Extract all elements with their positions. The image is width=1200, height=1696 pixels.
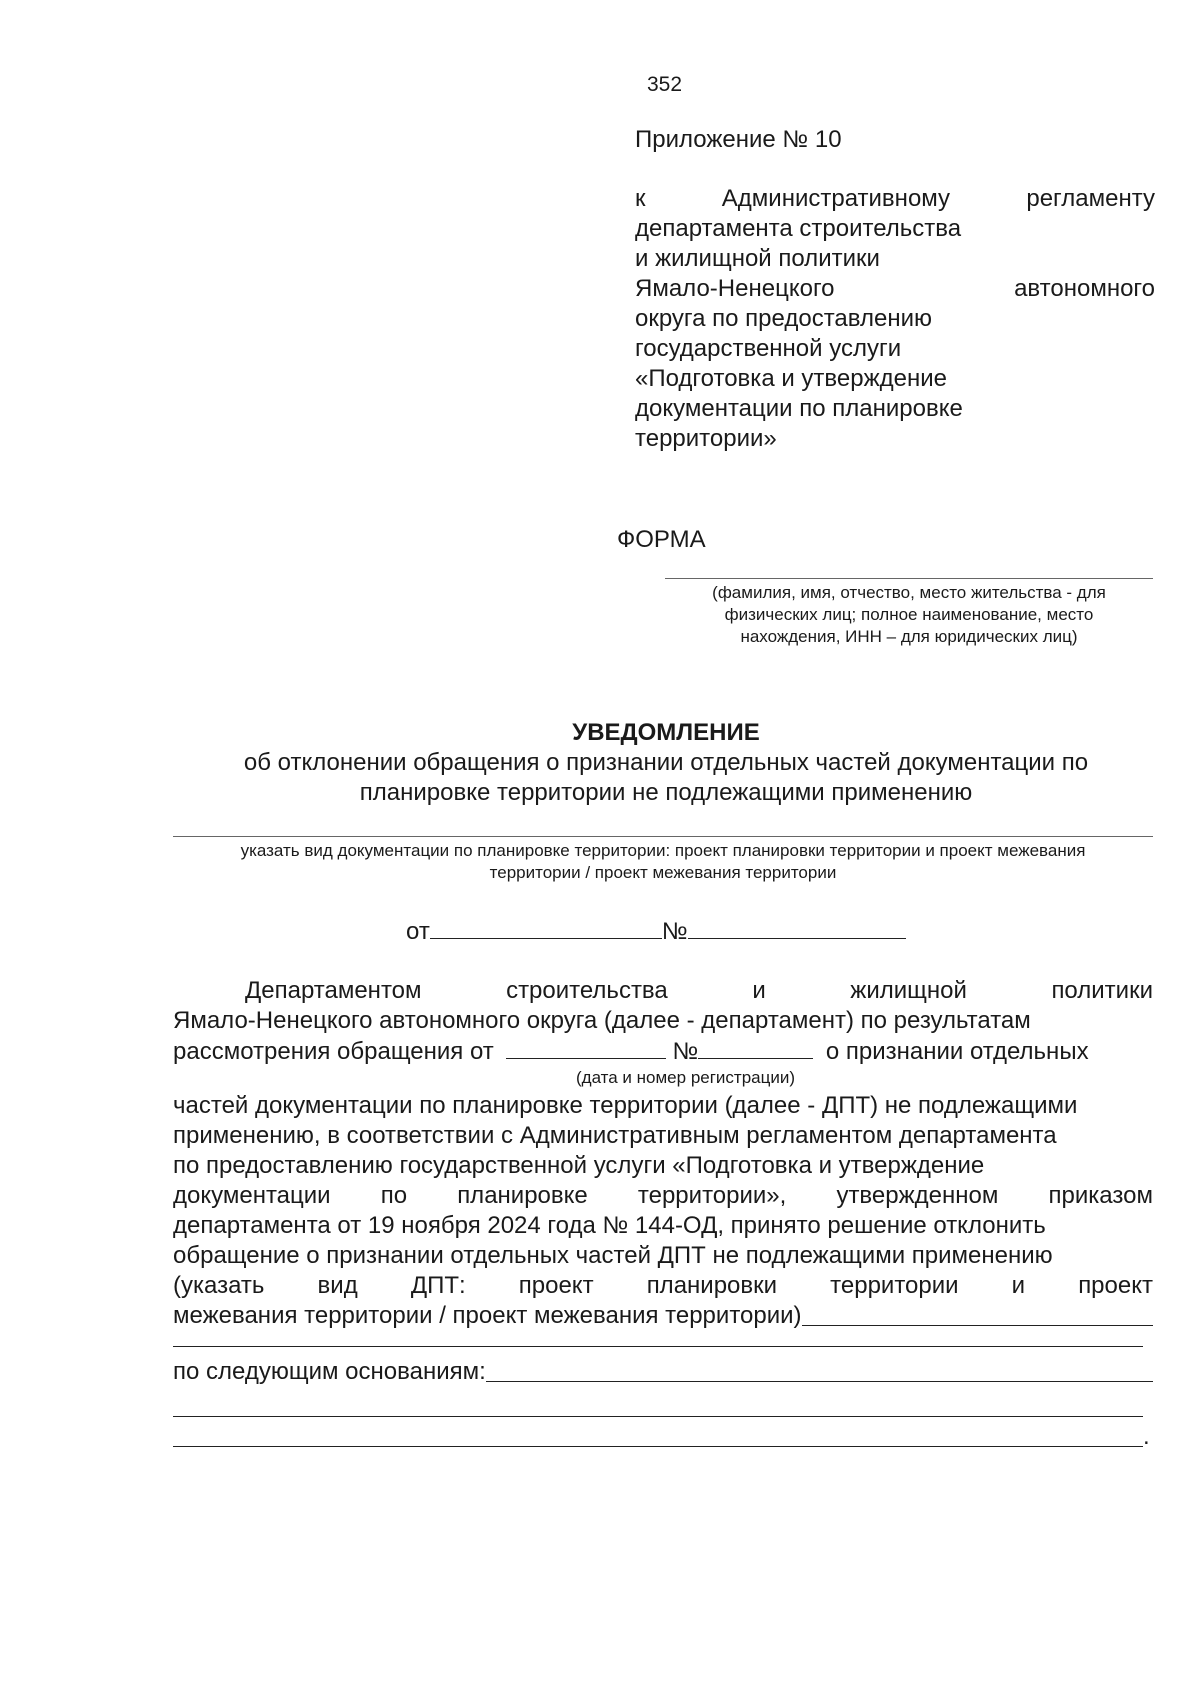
- date-number-row: от №: [406, 916, 906, 947]
- appendix-line: департамента строительства: [635, 215, 962, 242]
- request-date-blank: [506, 1036, 666, 1059]
- blank-line: [173, 1346, 1143, 1347]
- body-line: рассмотрения обращения от № о признании отдельных: [173, 1038, 1089, 1065]
- page-number: 352: [647, 73, 683, 96]
- blank-line: [173, 1416, 1143, 1417]
- recipient-field-line: [665, 578, 1153, 579]
- number-blank: [688, 916, 906, 939]
- doc-type-caption: указать вид документации по планировке территории: проект планировки территории и проект межевания территории / проект межевания территории: [240, 841, 1086, 882]
- body-line: Ямало-Ненецкого автономного округа (далее - департамент) по результатам: [173, 1007, 1031, 1034]
- doc-type-blank: [802, 1301, 1153, 1326]
- body-line: частей документации по планировке территории (далее - ДПТ) не подлежащими: [173, 1092, 1078, 1119]
- body-paragraph: [173, 976, 1153, 1331]
- notice-subtitle: об отклонении обращения о признании отдельных частей документации по: [243, 749, 1089, 776]
- form-label: ФОРМА: [617, 526, 706, 553]
- body-line: обращение о признании отдельных частей ДПТ не подлежащими применению: [173, 1242, 1053, 1269]
- body-line: межевания территории / проект межевания территории): [173, 1301, 1153, 1331]
- recipient-caption: (фамилия, имя, отчество, место жительства - для физических лиц; полное наименование, место нахождения, ИНН – для юридических лиц): [712, 583, 1106, 646]
- grounds-blank: [486, 1357, 1153, 1382]
- request-number-blank: [698, 1036, 813, 1059]
- body-line: применению, в соответствии с Административным регламентом департамента: [173, 1122, 1057, 1149]
- appendix-line: «Подготовка и утверждение: [635, 365, 947, 392]
- blank-line: [173, 1446, 1143, 1447]
- appendix-reference: [635, 184, 1155, 454]
- notice-title: УВЕДОМЛЕНИЕ: [572, 719, 760, 746]
- appendix-line: Ямало-Ненецкого автономного: [635, 275, 1155, 302]
- body-line: департамента от 19 ноября 2024 года № 144-ОД, принято решение отклонить: [173, 1212, 1046, 1239]
- doc-type-field-line: [173, 836, 1153, 837]
- appendix-line: округа по предоставлению: [635, 305, 932, 332]
- body-line: по предоставлению государственной услуги «Подготовка и утверждение: [173, 1152, 985, 1179]
- body-line: Департаментом строительства и жилищной политики: [245, 977, 1153, 1004]
- end-dot: .: [1143, 1423, 1150, 1450]
- appendix-line: и жилищной политики: [635, 245, 880, 272]
- appendix-title: Приложение № 10: [635, 126, 842, 153]
- body-line: документации по планировке территории», утвержденном приказом: [173, 1182, 1153, 1209]
- appendix-line: государственной услуги: [635, 335, 902, 362]
- appendix-line: документации по планировке: [635, 395, 963, 422]
- appendix-line: территории»: [635, 425, 777, 452]
- appendix-line: к Административному регламенту: [635, 185, 1155, 212]
- date-blank: [430, 916, 662, 939]
- registration-caption: (дата и номер регистрации): [576, 1068, 796, 1087]
- body-line: (указать вид ДПТ: проект планировки территории и проект: [173, 1272, 1153, 1299]
- grounds-row: по следующим основаниям:: [173, 1357, 1153, 1387]
- notice-subtitle: планировке территории не подлежащими применению: [359, 779, 973, 806]
